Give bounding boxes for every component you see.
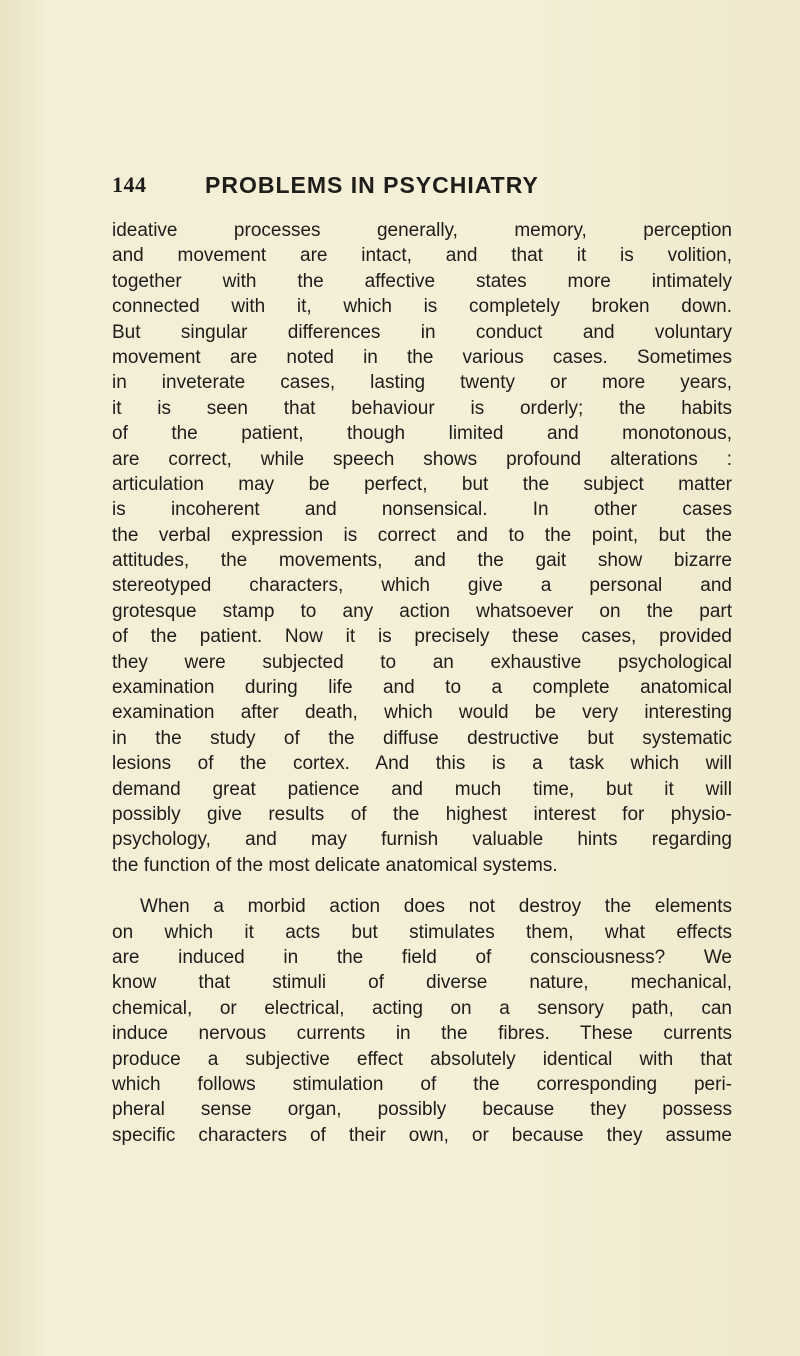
text-line: which follows stimulation of the corresponding peri- <box>112 1073 732 1095</box>
text-line: of the patient. Now it is precisely these cases, provided <box>112 626 732 648</box>
text-line: lesions of the cortex. And this is a task which will <box>112 753 732 775</box>
text-line: examination during life and to a complete anatomical <box>112 677 732 699</box>
paragraph-1 <box>112 218 732 878</box>
text-line: movement are noted in the various cases. Sometimes <box>112 346 732 368</box>
text-line: psychology, and may furnish valuable hints regarding <box>112 829 732 851</box>
text-line: chemical, or electrical, acting on a sensory path, can <box>112 997 732 1019</box>
text-line: demand great patience and much time, but it will <box>112 778 732 800</box>
text-line: grotesque stamp to any action whatsoever on the part <box>112 600 732 622</box>
paragraph-2 <box>112 894 732 1148</box>
text-line: the verbal expression is correct and to the point, but the <box>112 524 732 546</box>
text-line: it is seen that behaviour is orderly; the habits <box>112 397 732 419</box>
text-line: know that stimuli of diverse nature, mechanical, <box>112 972 732 994</box>
text-line: specific characters of their own, or because they assume <box>112 1124 732 1146</box>
text-line: pheral sense organ, possibly because they possess <box>112 1099 732 1121</box>
text-line: stereotyped characters, which give a personal and <box>112 575 732 597</box>
text-line: produce a subjective effect absolutely identical with that <box>112 1048 732 1070</box>
text-line: articulation may be perfect, but the subject matter <box>112 473 732 495</box>
text-line: ideative processes generally, memory, perception <box>112 220 732 241</box>
text-line: they were subjected to an exhaustive psychological <box>112 651 732 673</box>
text-line: in the study of the diffuse destructive but systematic <box>112 727 732 749</box>
text-line: But singular differences in conduct and voluntary <box>112 321 732 343</box>
running-title: PROBLEMS IN PSYCHIATRY <box>205 172 539 198</box>
text-line: and movement are intact, and that it is volition, <box>112 245 732 267</box>
text-line: induce nervous currents in the fibres. These currents <box>112 1023 732 1045</box>
text-line: attitudes, the movements, and the gait show bizarre <box>112 550 732 572</box>
text-line: is incoherent and nonsensical. In other cases <box>112 499 732 521</box>
page-number: 144 <box>112 172 147 197</box>
text-line: When a morbid action does not destroy the elements <box>140 896 732 918</box>
text-line: in inveterate cases, lasting twenty or more years, <box>112 372 732 394</box>
text-line: on which it acts but stimulates them, what effects <box>112 921 732 943</box>
body-text <box>112 218 732 1148</box>
text-line: examination after death, which would be very interesting <box>112 702 732 724</box>
text-line: are induced in the field of consciousness? We <box>112 946 732 968</box>
text-line: possibly give results of the highest interest for physio- <box>112 803 732 825</box>
page-header <box>112 172 732 200</box>
paragraph-gap <box>112 878 732 894</box>
text-line: the function of the most delicate anatomical systems. <box>112 854 558 876</box>
text-line: are correct, while speech shows profound alterations : <box>112 448 732 470</box>
text-line: connected with it, which is completely broken down. <box>112 296 732 318</box>
text-line: together with the affective states more intimately <box>112 270 732 292</box>
text-line: of the patient, though limited and monotonous, <box>112 423 732 445</box>
